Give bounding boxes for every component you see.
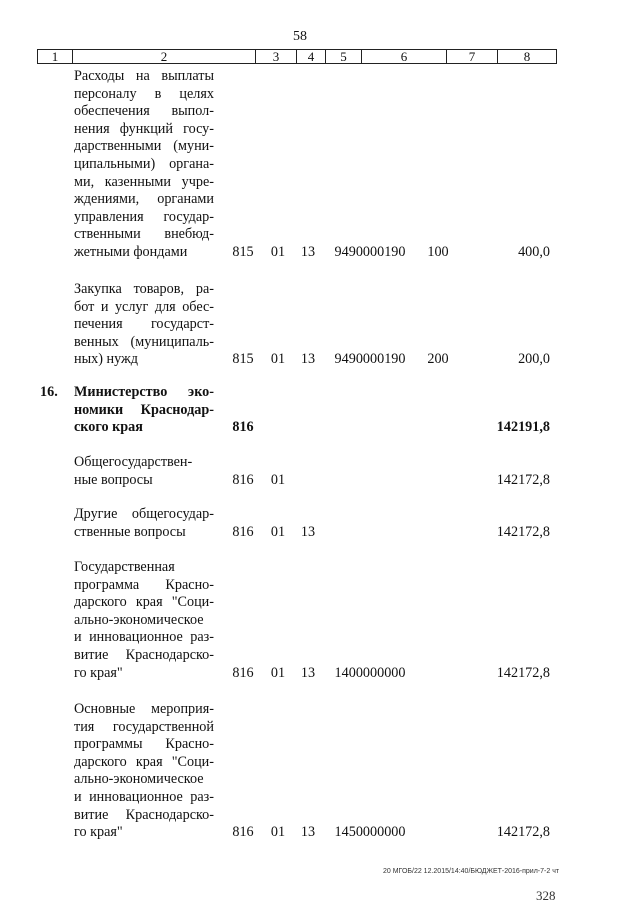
row-col-3: 816 [232,665,254,681]
row-col-5: 13 [300,524,316,540]
row-col-4: 01 [270,524,286,540]
row-col-3: 816 [232,472,254,488]
header-col-3: 3 [256,50,297,63]
row-col-6: 1400000000 [334,665,406,681]
row-name: Общегосударствен- ные вопросы [74,454,193,488]
row-col-4: 01 [270,351,286,367]
header-col-5: 5 [326,50,362,63]
header-col-1: 1 [38,50,73,63]
row-col-8: 200,0 [518,351,550,367]
row-col-6: 9490000190 [334,244,406,260]
row-name: Другие общегосудар- ственные вопросы [74,506,214,540]
row-col-3: 815 [232,244,254,260]
row-col-7: 200 [427,351,449,367]
row-col-8: 142172,8 [496,824,550,840]
row-name: Государственная программа Красно- дарского края "Соци- ально-экономическое и инновационное раз- витие Краснодарско- го края" [74,559,214,681]
row-col-6: 1450000000 [334,824,406,840]
row-col-3: 816 [232,524,254,540]
row-col-8: 142172,8 [496,665,550,681]
row-name: Министерство эко- номики Краснодар- ского края [74,384,214,436]
header-col-8: 8 [523,49,531,64]
table-header [37,49,557,64]
row-col-3: 816 [232,419,254,435]
row-col-3: 815 [232,351,254,367]
header-col-2: 2 [73,50,256,63]
row-col-8: 142172,8 [496,524,550,540]
page-number: 58 [293,29,307,44]
corner-page-mark: 328 [536,888,556,903]
header-col-7: 7 [447,50,498,63]
row-name: Расходы на выплаты персоналу в целях обеспечения выпол- нения функций госу- дарственными (муни- ципальными) органа- ми, казенными учре- ждениями, органами управления государ- ственными внебюд- жетными фондами [74,68,214,260]
footer-stamp: 20 МГОБ/22 12.2015/14:40/БЮДЖЕТ-2016-прил-7-2 чт [383,868,560,875]
row-col-7: 100 [427,244,449,260]
row-col-5: 13 [300,824,316,840]
row-col-4: 01 [270,472,286,488]
header-col-4: 4 [297,50,326,63]
row-col-6: 9490000190 [334,351,406,367]
row-name: Закупка товаров, ра- бот и услуг для обес- печения государст- венных (муниципаль- ных) нужд [74,281,214,368]
header-col-6: 6 [362,50,447,63]
row-col-8: 142191,8 [496,419,550,435]
row-col-4: 01 [270,824,286,840]
row-col-5: 13 [300,665,316,681]
row-col-3: 816 [232,824,254,840]
row-col-5: 13 [300,351,316,367]
row-col-4: 01 [270,244,286,260]
row-number: 16. [40,384,58,400]
row-col-5: 13 [300,244,316,260]
row-col-8: 142172,8 [496,472,550,488]
row-col-4: 01 [270,665,286,681]
row-name: Основные мероприя- тия государственной программы Красно- дарского края "Соци- ально-экономическое и инновационное раз- витие Краснодарско- го края" [74,701,214,841]
row-col-8: 400,0 [518,244,550,260]
